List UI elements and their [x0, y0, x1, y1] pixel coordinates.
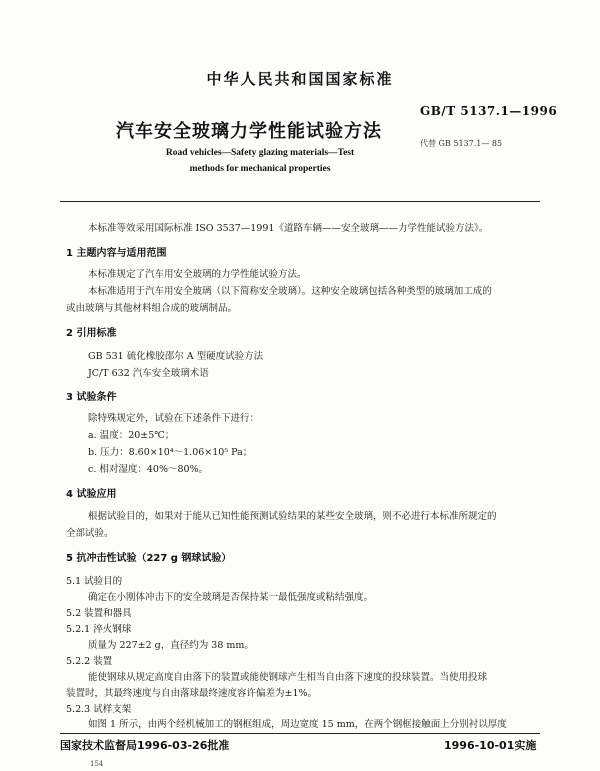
approval-date: 国家技术监督局1996-03-26批准 [60, 739, 230, 752]
section-5-2-2-heading: 5.2.2 装置 [66, 656, 113, 667]
section-4-p1b: 全部试验。 [66, 528, 114, 539]
section-4-p1a: 根据试验目的，如果对于能从已知性能预测试验结果的某些安全玻璃，则不必进行本标准所规定的 [88, 511, 497, 522]
section-2-heading: 2 引用标准 [66, 328, 117, 339]
section-1-p2a: 本标准适用于汽车用安全玻璃（以下简称安全玻璃）。这种安全玻璃包括各种类型的玻璃加工成的 [88, 286, 492, 297]
replaces-standard: 代替 GB 5137.1— 85 [420, 139, 503, 148]
section-3-heading: 3 试验条件 [66, 392, 117, 403]
section-1-heading: 1 主题内容与适用范围 [66, 248, 167, 259]
section-3-item-a: a. 温度：20±5℃； [88, 430, 175, 441]
standard-code: GB/T 5137.1—1996 [420, 104, 558, 118]
section-5-heading: 5 抗冲击性试验（227 g 钢球试验） [66, 553, 232, 564]
section-1-p1: 本标准规定了汽车用安全玻璃的力学性能试验方法。 [88, 269, 307, 280]
national-standard-label: 中华人民共和国国家标准 [206, 70, 394, 88]
title-en-line-2: methods for mechanical properties [189, 164, 331, 174]
header-divider [60, 201, 540, 202]
section-1-p2b: 或由玻璃与其他材料组合成的玻璃制品。 [66, 303, 238, 314]
title-en-line-1: Road vehicles—Safety glazing materials—Test [165, 148, 355, 158]
document-title-cn: 汽车安全玻璃力学性能试验方法 [116, 121, 382, 142]
section-3-p1: 除特殊规定外，试验在下述条件下进行： [88, 413, 260, 424]
page-number: 154 [90, 760, 104, 768]
document-title-en [140, 145, 380, 177]
section-5-2-3-heading: 5.2.3 试样支架 [66, 704, 132, 715]
section-5-2-2-pa: 能使钢球从规定高度自由落下的装置或能使钢球产生相当自由落下速度的投球装置。当使用投球 [88, 672, 488, 683]
intro-paragraph: 本标准等效采用国际标准 ISO 3537—1991《道路车辆——安全玻璃——力学性能试验方法》。 [88, 223, 489, 234]
footer-divider [60, 733, 540, 734]
section-3-item-b: b. 压力：8.60×10⁴～1.06×10⁵ Pa； [88, 447, 253, 458]
section-5-2-1-p: 质量为 227±2 g，直径约为 38 mm。 [88, 640, 254, 651]
section-5-2-2-pb: 装置时，其最终速度与自由落球最终速度容许偏差为±1%。 [66, 688, 318, 699]
implementation-date: 1996-10-01实施 [444, 739, 537, 752]
section-5-2-heading: 5.2 装置和器具 [66, 608, 132, 619]
section-5-2-1-heading: 5.2.1 淬火钢球 [66, 624, 132, 635]
section-2-ref-1: GB 531 硫化橡胶邵尔 A 型硬度试验方法 [88, 351, 264, 362]
section-2-ref-2: JC/T 632 汽车安全玻璃术语 [88, 368, 209, 379]
section-5-1-p: 确定在小刚体冲击下的安全玻璃是否保持某一最低强度或粘结强度。 [88, 592, 374, 603]
section-3-item-c: c. 相对湿度：40%～80%。 [88, 464, 209, 475]
section-5-2-3-p: 如图 1 所示，由两个经机械加工的钢框组成，周边宽度 15 mm，在两个钢框接触面上分别衬以厚度 [88, 719, 507, 730]
section-5-1-heading: 5.1 试验目的 [66, 576, 123, 587]
section-4-heading: 4 试验应用 [66, 489, 117, 500]
